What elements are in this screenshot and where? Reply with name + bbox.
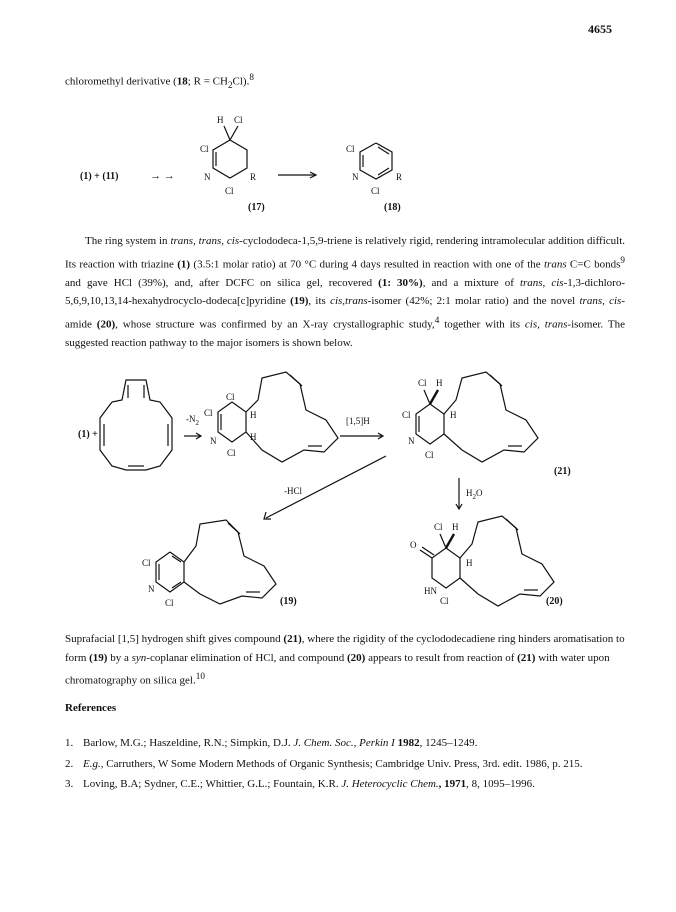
text: trans	[543, 258, 567, 271]
text: trans, cis	[579, 295, 622, 308]
cyclododecatriene-structure	[100, 380, 172, 470]
atom-h: H	[250, 410, 257, 420]
atom-h: H	[250, 432, 257, 442]
compound-17-label: (17)	[248, 202, 265, 213]
text: trans, trans, cis	[170, 235, 240, 247]
reactant-label: (1) +	[78, 429, 98, 440]
atom-cl: Cl	[418, 378, 427, 388]
atom-h: H	[466, 558, 473, 568]
bond	[440, 534, 446, 548]
text: -cyclododeca-1,5,9-triene is relatively rigid, rendering intramolecular addition difficult. Its reaction with triazine	[65, 235, 625, 271]
double-bond	[378, 168, 389, 175]
macrocycle-bonds	[460, 516, 554, 606]
reference-journal: E.g.	[83, 757, 101, 770]
shift-label: [1,5]H	[346, 416, 370, 426]
reference-authors: Barlow, M.G.; Haszeldine, R.N.; Simpkin, D.J.	[83, 737, 294, 749]
compound-ref: (20)	[96, 318, 116, 331]
atom-hn: HN	[424, 586, 437, 596]
reference-item	[65, 775, 635, 794]
compound-20-structure	[410, 516, 554, 606]
body-paragraph	[65, 630, 625, 690]
ring-bonds	[432, 548, 460, 588]
ring-bonds	[360, 143, 392, 179]
atom-n: N	[352, 172, 359, 182]
atom-cl: Cl	[227, 448, 236, 458]
text: cis, trans	[524, 318, 568, 331]
atom-cl: Cl	[204, 408, 213, 418]
compound-ref: (21)	[283, 633, 302, 645]
atom-cl: Cl	[234, 115, 243, 125]
atom-n: N	[148, 584, 155, 594]
atom-r: R	[396, 172, 403, 182]
text: syn	[131, 651, 147, 664]
references-heading: References	[65, 702, 117, 714]
atom-h: H	[452, 522, 459, 532]
atom-cl: Cl	[142, 558, 151, 568]
reference-list	[65, 734, 635, 796]
intermediate-structure	[204, 372, 338, 462]
citation: 4	[434, 315, 440, 326]
text: , and a mixture of	[422, 276, 520, 289]
reference-item	[65, 755, 635, 774]
compound-20-label: (20)	[546, 596, 563, 607]
loss-hcl: -HCl	[284, 486, 302, 496]
text: Suprafacial [1,5] hydrogen shift gives compound	[65, 633, 284, 645]
compound-17-structure	[200, 115, 256, 196]
atom-cl: Cl	[440, 596, 449, 606]
compound-19-structure	[142, 520, 276, 608]
atom-n: N	[204, 172, 211, 182]
citation: 8	[249, 72, 254, 82]
reference-year: 1982	[394, 737, 420, 749]
atom-cl: Cl	[225, 186, 234, 196]
reference-details: , 8, 1095–1996.	[466, 778, 535, 790]
atom-cl: Cl	[425, 450, 434, 460]
text: , where the rigidity of the cyclododecadiene ring hinders aromatisation to form	[65, 633, 625, 664]
text: The ring system in	[85, 235, 171, 247]
text: , whose structure was confirmed by an X-ray crystallographic study,	[115, 318, 435, 331]
compound-ref: (1: 30%)	[378, 276, 423, 289]
reference-number: 1.	[65, 737, 74, 749]
bond	[446, 534, 454, 548]
text: cis,trans	[330, 295, 368, 308]
reference-details: , 1245–1249.	[419, 737, 478, 749]
double-bond	[290, 375, 302, 386]
compound-ref: (21)	[517, 651, 536, 664]
text: -isomer. The suggested reaction pathway to the major isomers is shown below.	[65, 318, 625, 350]
compound-21-structure	[402, 372, 538, 462]
reference-journal: J. Heterocyclic Chem.	[341, 778, 439, 790]
compound-19-label: (19)	[280, 596, 297, 607]
citation: 10	[195, 671, 205, 682]
double-arrow: → →	[150, 170, 175, 182]
carbonyl-bond	[420, 550, 432, 558]
page-number: 4655	[588, 22, 612, 36]
compound-ref: (19)	[89, 651, 108, 664]
compound-ref: 18	[176, 75, 188, 88]
text: C=C bonds	[566, 258, 621, 271]
loss-n2: $-N_2$	[186, 414, 199, 427]
subscript: 2	[227, 79, 233, 90]
atom-r: R	[250, 172, 257, 182]
text: , its	[308, 295, 331, 308]
water-label: $H_2O$	[466, 488, 483, 501]
bond	[224, 126, 230, 140]
atom-cl: Cl	[346, 144, 355, 154]
reference-item	[65, 734, 635, 753]
bond	[424, 390, 430, 404]
reference-number: 3.	[65, 778, 74, 790]
atom-cl: Cl	[434, 522, 443, 532]
reference-number: 2.	[65, 757, 74, 770]
body-paragraph	[65, 232, 625, 353]
text: by a	[107, 651, 132, 664]
compound-ref: (1)	[177, 258, 191, 271]
text: -coplanar elimination of HCl, and compound	[146, 651, 347, 664]
atom-o: O	[410, 540, 417, 550]
macrocycle-bonds	[184, 520, 276, 604]
reference-details: , Carruthers, W Some Modern Methods of Organic Synthesis; Cambridge Univ. Press, 3rd. edit. 1986, p. 215.	[100, 757, 583, 770]
atom-cl: Cl	[226, 392, 235, 402]
reactants-label: (1) + (11)	[80, 171, 119, 182]
atom-cl: Cl	[371, 186, 380, 196]
bond	[430, 390, 438, 404]
reference-year: , 1971	[438, 778, 467, 790]
ring-bonds	[416, 404, 444, 444]
text: -1,3-dichloro-5,6,9,10,13,14-hexahydrocyclo-dodeca[c]pyridine	[65, 276, 625, 308]
macrocycle-bonds	[246, 372, 338, 462]
pyridine-ring	[156, 552, 184, 592]
reference-authors: Loving, B.A; Sydner, C.E.; Whittier, G.L.; Fountain, K.R.	[83, 778, 342, 790]
double-bond	[228, 523, 240, 534]
carbonyl-bond	[422, 547, 434, 555]
compound-18-label: (18)	[384, 202, 401, 213]
citation: 9	[620, 254, 625, 265]
text: with water upon chromatography on silica gel.	[65, 651, 610, 687]
compound-ref: (20)	[346, 651, 366, 664]
double-bond	[490, 375, 502, 386]
atom-cl: Cl	[200, 144, 209, 154]
atom-n: N	[408, 436, 415, 446]
reference-journal: J. Chem. Soc., Perkin I	[293, 737, 395, 749]
text: and gave HCl (39%), and, after DCFC on silica gel, recovered	[65, 276, 379, 289]
text: -amide	[65, 295, 625, 331]
compound-18-structure	[346, 143, 402, 196]
text: (3.5:1 molar ratio) at 70 °C during 4 days resulted in reaction with one of the	[190, 258, 544, 271]
text: appears to result from reaction of	[365, 651, 518, 664]
atom-cl: Cl	[402, 410, 411, 420]
double-bond	[378, 147, 389, 154]
text: Cl).	[232, 75, 250, 88]
text: chloromethyl derivative (	[65, 75, 177, 88]
compound-21-label: (21)	[554, 466, 571, 477]
ring-bonds	[213, 140, 247, 178]
bond	[230, 126, 238, 140]
text: together with its	[439, 318, 525, 331]
double-bond	[506, 519, 518, 530]
text: -isomer (42%; 2:1 molar ratio) and the novel	[367, 295, 580, 308]
atom-cl: Cl	[165, 598, 174, 608]
ring-bonds	[100, 380, 172, 470]
text: trans, cis	[519, 276, 564, 289]
text: ; R = CH	[187, 75, 228, 88]
pyridine-ring	[218, 402, 246, 442]
compound-ref: (19)	[290, 295, 309, 308]
atom-h: H	[450, 410, 457, 420]
atom-h: H	[436, 378, 443, 388]
macrocycle-bonds	[444, 372, 538, 462]
atom-h: H	[217, 115, 224, 125]
atom-n: N	[210, 436, 217, 446]
